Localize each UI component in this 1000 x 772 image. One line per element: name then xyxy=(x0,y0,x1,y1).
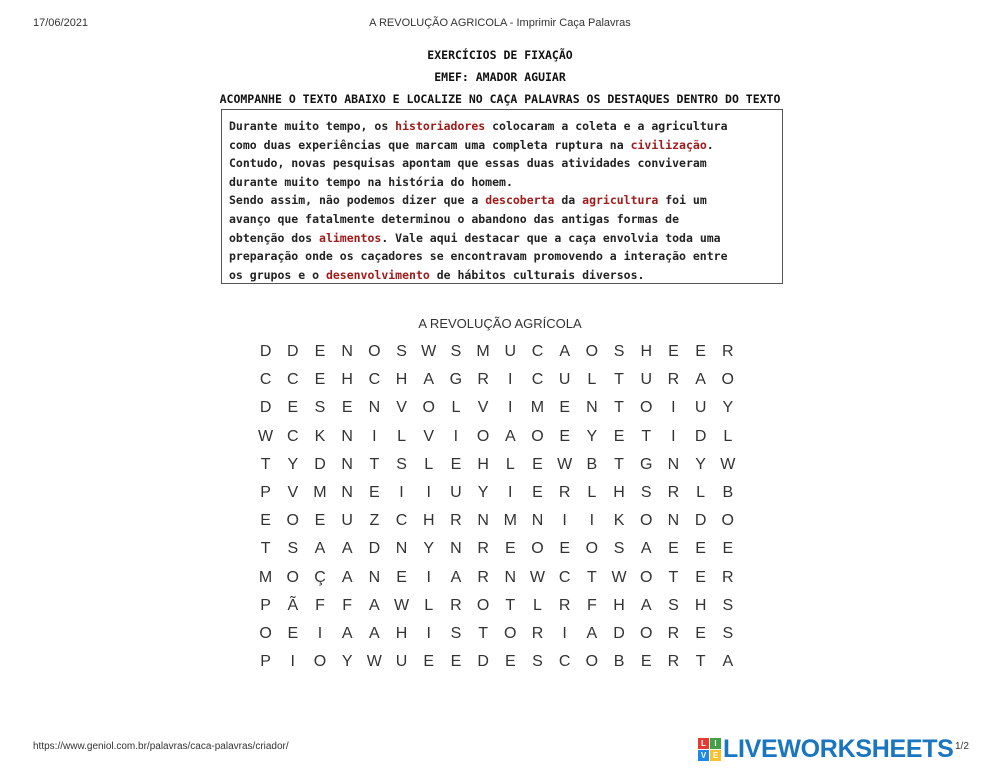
grid-letter[interactable]: Y xyxy=(423,540,435,558)
grid-letter[interactable]: R xyxy=(558,596,571,614)
grid-letter[interactable]: E xyxy=(314,343,326,360)
grid-letter[interactable]: E xyxy=(668,343,679,360)
grid-letter[interactable]: S xyxy=(450,624,462,642)
grid-letter[interactable]: G xyxy=(449,371,463,389)
grid-letter[interactable]: A xyxy=(341,540,353,558)
grid-letter[interactable]: E xyxy=(450,653,462,671)
grid-letter[interactable]: U xyxy=(694,399,707,417)
grid-letter[interactable]: A xyxy=(695,371,706,389)
grid-letter[interactable]: L xyxy=(533,596,542,614)
grid-letter[interactable]: I xyxy=(562,512,567,530)
grid-letter[interactable]: W xyxy=(421,343,437,360)
grid-letter[interactable]: O xyxy=(585,653,599,671)
badge-letter: I xyxy=(710,738,721,749)
grid-letter[interactable]: C xyxy=(531,343,544,360)
grid-letter[interactable]: U xyxy=(558,371,571,389)
grid-letter[interactable]: E xyxy=(314,371,326,389)
grid-letter[interactable]: O xyxy=(476,596,490,614)
text-segment: os grupos e o xyxy=(229,267,326,282)
footer-page-number: 1/2 xyxy=(955,741,969,752)
grid-letter[interactable]: A xyxy=(586,624,598,642)
grid-letter[interactable]: T xyxy=(614,371,624,389)
grid-letter[interactable]: D xyxy=(259,343,272,360)
grid-letter[interactable]: S xyxy=(668,596,679,614)
grid-letter[interactable]: C xyxy=(558,653,571,671)
grid-letter[interactable]: E xyxy=(450,455,462,473)
grid-letter[interactable]: L xyxy=(587,371,597,389)
grid-letter[interactable]: I xyxy=(426,568,431,586)
grid-letter[interactable]: A xyxy=(640,596,652,614)
text-segment: preparação onde os caçadores se encontravam promovendo a interação entre xyxy=(229,249,728,264)
grid-letter[interactable]: N xyxy=(341,483,353,501)
grid-letter[interactable]: D xyxy=(694,512,707,530)
text-segment: . xyxy=(706,137,714,152)
grid-letter[interactable]: O xyxy=(721,512,734,530)
text-segment: durante muito tempo na história do homem. xyxy=(229,174,513,189)
grid-letter[interactable]: Y xyxy=(287,455,299,473)
grid-letter[interactable]: P xyxy=(260,483,271,501)
grid-letter[interactable]: R xyxy=(477,371,489,389)
text-segment: avanço que fatalmente determinou o abandono das antigas formas de xyxy=(229,211,680,226)
grid-letter[interactable]: H xyxy=(422,512,435,530)
grid-letter[interactable]: R xyxy=(531,624,544,642)
grid-letter[interactable]: Y xyxy=(477,483,489,501)
grid-letter[interactable]: U xyxy=(640,371,652,389)
grid-letter[interactable]: R xyxy=(667,653,680,671)
grid-letter[interactable]: E xyxy=(613,427,625,445)
grid-letter[interactable]: U xyxy=(504,343,517,360)
instructions: ACOMPANHE O TEXTO ABAIXO E LOCALIZE NO CAÇA PALAVRAS OS DESTAQUES DENTRO DO TEXTO xyxy=(219,92,781,106)
grid-letter[interactable]: E xyxy=(532,455,543,473)
grid-letter[interactable]: H xyxy=(694,596,707,614)
grid-letter[interactable]: L xyxy=(424,455,434,473)
grid-letter[interactable]: V xyxy=(287,483,299,501)
highlighted-word: historiadores xyxy=(395,119,486,133)
grid-letter[interactable]: T xyxy=(586,568,597,586)
grid-letter[interactable]: O xyxy=(504,624,517,642)
grid-letter[interactable]: A xyxy=(369,624,380,642)
reading-text-box xyxy=(221,109,783,284)
grid-letter[interactable]: A xyxy=(341,624,353,642)
grid-letter[interactable]: L xyxy=(451,399,461,417)
grid-letter[interactable]: C xyxy=(395,512,408,530)
grid-letter[interactable]: I xyxy=(290,653,295,671)
grid-letter[interactable]: R xyxy=(667,483,680,501)
grid-letter[interactable]: E xyxy=(695,343,706,360)
grid-letter[interactable]: S xyxy=(287,540,299,558)
grid-letter[interactable]: I xyxy=(508,371,513,389)
grid-letter[interactable]: S xyxy=(396,343,407,360)
highlighted-word: civilização xyxy=(630,137,707,152)
grid-letter[interactable]: W xyxy=(366,653,382,671)
grid-letter[interactable]: I xyxy=(317,624,323,642)
grid-letter[interactable]: T xyxy=(369,455,380,473)
grid-letter[interactable]: N xyxy=(477,512,489,530)
grid-letter[interactable]: E xyxy=(260,512,271,530)
grid-letter[interactable]: W xyxy=(557,455,573,473)
text-segment: Contudo, novas pesquisas apontam que essas duas atividades conviveram xyxy=(229,156,707,171)
grid-letter[interactable]: Y xyxy=(695,455,706,473)
grid-letter[interactable]: G xyxy=(639,455,653,473)
grid-letter[interactable]: A xyxy=(314,540,326,558)
grid-letter[interactable]: I xyxy=(671,399,676,417)
grid-letter[interactable]: S xyxy=(640,483,652,501)
text-segment: . Vale aqui destacar que a caça envolvia toda uma xyxy=(381,230,721,245)
grid-letter[interactable]: S xyxy=(314,399,326,417)
grid-letter[interactable]: P xyxy=(260,596,271,614)
grid-letter[interactable]: R xyxy=(450,512,462,530)
text-segment: foi um xyxy=(658,193,707,208)
grid-letter[interactable]: T xyxy=(695,653,706,671)
grid-letter[interactable]: O xyxy=(639,399,653,417)
text-segment: obtenção dos xyxy=(229,230,320,245)
grid-letter[interactable]: R xyxy=(477,568,489,586)
wordsearch-grid[interactable] xyxy=(252,338,741,676)
grid-letter[interactable]: F xyxy=(586,596,597,614)
grid-letter[interactable]: B xyxy=(722,483,734,501)
badge-letter: V xyxy=(698,750,709,761)
grid-letter[interactable]: T xyxy=(668,568,679,586)
grid-letter[interactable]: O xyxy=(531,540,544,558)
grid-letter[interactable]: V xyxy=(423,427,435,445)
grid-letter[interactable]: L xyxy=(696,483,706,501)
grid-letter[interactable]: N xyxy=(341,455,353,473)
liveworksheets-wordmark: LIVEWORKSHEETS xyxy=(723,735,954,763)
grid-letter[interactable]: S xyxy=(532,653,543,671)
grid-letter[interactable]: A xyxy=(504,427,516,445)
badge-letter: L xyxy=(698,738,709,749)
grid-letter[interactable]: A xyxy=(450,568,462,586)
grid-letter[interactable]: H xyxy=(395,624,408,642)
grid-letter[interactable]: Y xyxy=(341,653,353,671)
grid-letter[interactable]: W xyxy=(258,427,274,445)
grid-letter[interactable]: N xyxy=(586,399,598,417)
grid-letter[interactable]: W xyxy=(720,455,736,473)
grid-letter[interactable]: C xyxy=(531,371,544,389)
grid-letter[interactable]: T xyxy=(260,540,271,558)
footer-url: https://www.geniol.com.br/palavras/caca-palavras/criador/ xyxy=(33,741,289,752)
grid-letter[interactable]: I xyxy=(426,624,431,642)
grid-letter[interactable]: C xyxy=(259,371,272,389)
grid-letter[interactable]: K xyxy=(613,512,625,530)
grid-letter[interactable]: L xyxy=(587,483,597,501)
grid-letter[interactable]: R xyxy=(450,596,462,614)
grid-letter[interactable]: A xyxy=(722,653,734,671)
grid-letter[interactable]: N xyxy=(504,568,517,586)
grid-letter[interactable]: I xyxy=(589,512,595,530)
highlighted-word: alimentos xyxy=(319,230,382,245)
grid-letter[interactable]: C xyxy=(558,568,571,586)
text-segment: de hábitos culturais diversos. xyxy=(429,267,645,282)
grid-letter[interactable]: H xyxy=(341,371,353,389)
grid-letter[interactable]: R xyxy=(722,568,734,586)
grid-letter[interactable]: E xyxy=(396,568,407,586)
grid-letter[interactable]: S xyxy=(722,596,734,614)
text-line xyxy=(229,191,774,210)
grid-letter[interactable]: D xyxy=(477,653,489,671)
grid-letter[interactable]: C xyxy=(287,427,299,445)
text-line xyxy=(229,173,774,192)
grid-letter[interactable]: E xyxy=(504,653,516,671)
grid-letter[interactable]: B xyxy=(586,455,598,473)
grid-letter[interactable]: O xyxy=(313,653,327,671)
grid-letter[interactable]: N xyxy=(368,399,381,417)
text-line xyxy=(229,136,774,155)
grid-letter[interactable]: E xyxy=(423,653,435,671)
grid-letter[interactable]: E xyxy=(695,568,706,586)
grid-letter[interactable]: I xyxy=(508,483,513,501)
grid-letter[interactable]: O xyxy=(639,512,653,530)
grid-letter[interactable]: D xyxy=(368,540,381,558)
grid-letter[interactable]: I xyxy=(453,427,459,445)
grid-letter[interactable]: V xyxy=(477,399,489,417)
grid-letter[interactable]: H xyxy=(613,483,625,501)
grid-letter[interactable]: D xyxy=(259,399,272,417)
grid-letter[interactable]: P xyxy=(260,653,271,671)
grid-letter[interactable]: Y xyxy=(722,399,734,417)
grid-letter[interactable]: U xyxy=(341,512,353,530)
grid-letter[interactable]: E xyxy=(722,540,734,558)
text-segment: colocaram a coleta e a agricultura xyxy=(485,119,728,133)
grid-letter[interactable]: N xyxy=(667,512,680,530)
grid-letter[interactable]: Ç xyxy=(314,568,326,586)
grid-letter[interactable]: E xyxy=(287,624,299,642)
grid-letter[interactable]: S xyxy=(613,343,625,360)
grid-letter[interactable]: E xyxy=(640,653,652,671)
text-line xyxy=(229,229,774,248)
school-name: EMEF: AMADOR AGUIAR xyxy=(434,70,566,84)
grid-letter[interactable]: R xyxy=(558,483,571,501)
grid-letter[interactable]: W xyxy=(393,596,410,614)
grid-letter[interactable]: R xyxy=(667,624,680,642)
grid-letter[interactable]: T xyxy=(614,455,624,473)
text-line xyxy=(229,117,774,136)
grid-letter[interactable]: S xyxy=(396,455,407,473)
print-date: 17/06/2021 xyxy=(33,17,89,29)
grid-letter[interactable]: Ã xyxy=(287,596,299,614)
wordsearch-title: A REVOLUÇÃO AGRÍCOLA xyxy=(418,316,582,331)
highlighted-word: desenvolvimento xyxy=(325,267,430,282)
grid-letter[interactable]: D xyxy=(694,427,707,445)
grid-letter[interactable]: L xyxy=(505,455,515,473)
grid-letter[interactable]: C xyxy=(287,371,299,389)
grid-letter[interactable]: H xyxy=(613,596,625,614)
grid-letter[interactable]: S xyxy=(722,624,734,642)
grid-letter[interactable]: W xyxy=(611,568,627,586)
grid-letter[interactable]: H xyxy=(640,343,652,360)
highlighted-word: descoberta xyxy=(485,193,555,208)
grid-letter[interactable]: T xyxy=(478,624,488,642)
grid-letter[interactable]: N xyxy=(531,512,544,530)
grid-letter[interactable]: T xyxy=(505,596,516,614)
grid-letter[interactable]: O xyxy=(639,568,653,586)
text-segment: Durante muito tempo, os xyxy=(229,119,396,133)
grid-letter[interactable]: A xyxy=(640,540,652,558)
grid-letter[interactable]: S xyxy=(450,343,462,360)
grid-letter[interactable]: E xyxy=(559,427,570,445)
grid-letter[interactable]: I xyxy=(399,483,404,501)
grid-letter[interactable]: M xyxy=(313,483,327,501)
grid-letter[interactable]: E xyxy=(559,399,570,417)
grid-letter[interactable]: M xyxy=(503,512,517,530)
grid-letter[interactable]: N xyxy=(368,568,381,586)
grid-letter[interactable]: A xyxy=(559,343,570,360)
liveworksheets-badge-icon xyxy=(698,738,721,761)
grid-letter[interactable]: E xyxy=(341,399,353,417)
grid-letter[interactable]: O xyxy=(721,371,734,389)
grid-letter[interactable]: O xyxy=(585,540,599,558)
grid-letter[interactable]: U xyxy=(450,483,462,501)
grid-letter[interactable]: E xyxy=(504,540,516,558)
grid-letter[interactable]: D xyxy=(613,624,625,642)
grid-letter[interactable]: E xyxy=(695,624,706,642)
grid-letter[interactable]: E xyxy=(668,540,679,558)
grid-letter[interactable]: A xyxy=(369,596,380,614)
grid-letter[interactable]: I xyxy=(562,624,567,642)
grid-letter[interactable]: M xyxy=(258,568,273,586)
grid-letter[interactable]: A xyxy=(423,371,435,389)
grid-letter[interactable]: O xyxy=(476,427,490,445)
text-segment: como duas experiências que marcam uma completa ruptura na xyxy=(229,137,631,152)
grid-letter[interactable]: N xyxy=(450,540,462,558)
grid-letter[interactable]: T xyxy=(614,399,624,417)
print-page-title: A REVOLUÇÃO AGRICOLA - Imprimir Caça Palavras xyxy=(369,17,631,29)
grid-letter[interactable]: O xyxy=(368,343,381,360)
text-line xyxy=(229,266,774,285)
grid-letter[interactable]: I xyxy=(372,427,377,445)
grid-letter[interactable]: T xyxy=(260,455,271,473)
grid-letter[interactable]: A xyxy=(341,568,353,586)
grid-letter[interactable]: N xyxy=(395,540,408,558)
grid-letter[interactable]: F xyxy=(315,596,325,614)
grid-letter[interactable]: H xyxy=(477,455,489,473)
grid-letter[interactable]: D xyxy=(314,455,326,473)
grid-letter[interactable]: I xyxy=(426,483,431,501)
grid-letter[interactable]: K xyxy=(314,427,326,445)
text-line xyxy=(229,154,774,173)
grid-letter[interactable]: U xyxy=(395,653,408,671)
highlighted-word: agricultura xyxy=(582,193,659,208)
grid-letter[interactable]: N xyxy=(341,427,353,445)
grid-letter[interactable]: T xyxy=(641,427,652,445)
grid-letter[interactable]: V xyxy=(396,399,407,417)
grid-letter[interactable]: E xyxy=(532,483,543,501)
grid-letter[interactable]: N xyxy=(667,455,680,473)
grid-letter[interactable]: L xyxy=(424,596,434,614)
grid-letter[interactable]: O xyxy=(531,427,544,445)
grid-letter[interactable]: O xyxy=(422,399,435,417)
grid-letter[interactable]: Z xyxy=(369,512,380,530)
text-line xyxy=(229,247,774,266)
text-segment: Sendo assim, não podemos dizer que a xyxy=(229,193,486,208)
grid-letter[interactable]: F xyxy=(342,596,353,614)
grid-letter[interactable]: O xyxy=(639,624,653,642)
grid-letter[interactable]: S xyxy=(613,540,625,558)
grid-letter[interactable]: O xyxy=(286,512,299,530)
grid-letter[interactable]: O xyxy=(286,568,299,586)
grid-letter[interactable]: R xyxy=(722,343,734,360)
grid-letter[interactable]: W xyxy=(529,568,546,586)
grid-letter[interactable]: Y xyxy=(586,427,598,445)
grid-letter[interactable]: E xyxy=(695,540,706,558)
grid-letter[interactable]: L xyxy=(397,427,406,445)
grid-letter[interactable]: D xyxy=(287,343,299,360)
grid-letter[interactable]: E xyxy=(287,399,299,417)
badge-letter: E xyxy=(710,750,721,761)
grid-letter[interactable]: C xyxy=(368,371,381,389)
grid-letter[interactable]: E xyxy=(369,483,380,501)
liveworksheets-logo xyxy=(698,735,954,764)
grid-letter[interactable]: I xyxy=(671,427,676,445)
grid-letter[interactable]: M xyxy=(530,399,545,417)
grid-letter[interactable]: I xyxy=(508,399,513,417)
grid-letter[interactable]: O xyxy=(585,343,599,360)
exercise-title: EXERCÍCIOS DE FIXAÇÃO xyxy=(427,48,573,62)
grid-letter[interactable]: N xyxy=(341,343,353,360)
grid-letter[interactable]: B xyxy=(613,653,625,671)
grid-letter[interactable]: O xyxy=(259,624,272,642)
grid-letter[interactable]: R xyxy=(477,540,489,558)
grid-letter[interactable]: R xyxy=(667,371,680,389)
grid-letter[interactable]: E xyxy=(559,540,570,558)
grid-letter[interactable]: M xyxy=(476,343,490,360)
text-line xyxy=(229,210,774,229)
grid-letter[interactable]: E xyxy=(314,512,326,530)
grid-letter[interactable]: L xyxy=(723,427,733,445)
grid-letter[interactable]: H xyxy=(395,371,408,389)
text-segment: da xyxy=(554,193,583,208)
